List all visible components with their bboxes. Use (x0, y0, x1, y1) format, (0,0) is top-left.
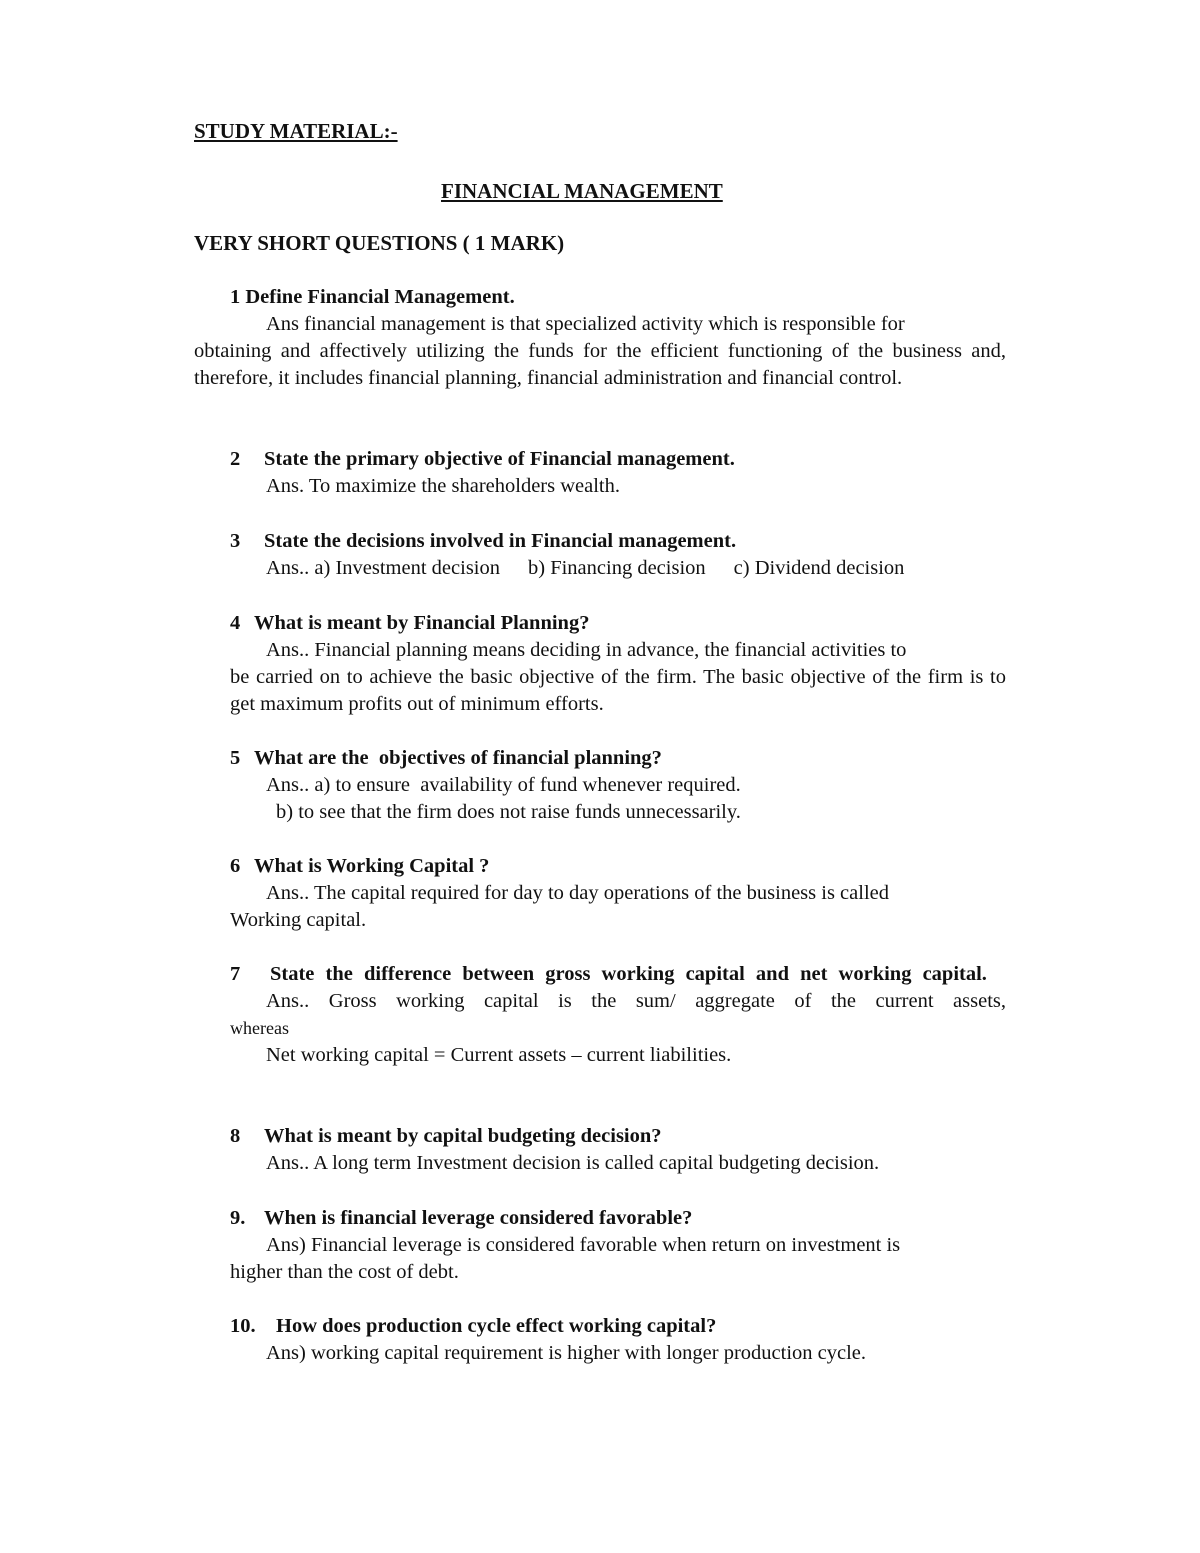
question-text: What is meant by capital budgeting decision? (264, 1125, 662, 1147)
answer-7 (230, 988, 1006, 1069)
question-4 (230, 610, 1006, 637)
question-number: 5 (230, 747, 241, 769)
answer-line: Ans financial management is that specialized activity which is responsible for (266, 313, 905, 335)
study-material-heading: STUDY MATERIAL:- (194, 119, 398, 143)
question-2 (230, 446, 1006, 473)
answer-4 (230, 637, 1006, 718)
question-9 (230, 1205, 1006, 1232)
answer-text: Ans.. A long term Investment decision is called capital budgeting decision. (266, 1152, 880, 1174)
question-number: 9. (230, 1207, 246, 1229)
question-text: How does production cycle effect working capital? (276, 1315, 717, 1337)
question-number: 10. (230, 1315, 256, 1337)
answer-6 (230, 880, 1006, 934)
question-6 (230, 853, 1006, 880)
question-block-10 (230, 1313, 1006, 1367)
answer-2 (230, 473, 1006, 500)
question-number: 1 (230, 286, 241, 308)
answer-1 (194, 311, 1006, 392)
question-number: 6 (230, 855, 241, 877)
answer-text: whereas (230, 1018, 289, 1038)
answer-line: b) to see that the firm does not raise funds unnecessarily. (276, 801, 741, 823)
answer-line: Ans.. Financial planning means deciding in advance, the financial activities to (266, 639, 907, 661)
question-10 (230, 1313, 1006, 1340)
question-number: 3 (230, 530, 241, 552)
answer-8 (230, 1150, 1006, 1177)
answer-10 (230, 1340, 1006, 1367)
answer-formula: Net working capital = Current assets – current liabilities. (266, 1044, 732, 1066)
question-number: 7 (230, 963, 241, 985)
question-text: Define Financial Management. (245, 286, 515, 308)
answer-text: higher than the cost of debt. (230, 1261, 459, 1283)
answer-text: Working capital. (230, 909, 367, 931)
question-8 (230, 1123, 1006, 1150)
question-block-2 (230, 446, 1006, 500)
answer-text: Ans) working capital requirement is higher with longer production cycle. (266, 1342, 867, 1364)
question-block-1 (194, 284, 1006, 392)
question-text: State the primary objective of Financial management. (264, 448, 735, 470)
answer-line: Ans.. The capital required for day to day operations of the business is called (266, 882, 889, 904)
answer-9 (230, 1232, 1006, 1286)
answer-5 (230, 772, 1006, 826)
question-text: What is Working Capital ? (254, 855, 490, 877)
answer-line: Ans) Financial leverage is considered favorable when return on investment is (266, 1234, 901, 1256)
question-block-6 (230, 853, 1006, 934)
question-1 (230, 284, 1006, 311)
question-block-5 (230, 745, 1006, 826)
question-text: When is financial leverage considered favorable? (264, 1207, 693, 1229)
question-text: State the decisions involved in Financial management. (264, 530, 737, 552)
question-7 (230, 961, 1006, 988)
answer-text: be carried on to achieve the basic objective of the firm. The basic objective of the firm is to get maximum profits out of minimum efforts. (230, 666, 1006, 715)
question-block-8 (230, 1123, 1006, 1177)
question-text: What are the objectives of financial planning? (254, 747, 662, 769)
answer-option-c: c) Dividend decision (733, 557, 905, 579)
question-number: 4 (230, 612, 241, 634)
answer-option-b: b) Financing decision (528, 557, 706, 579)
question-number: 8 (230, 1125, 241, 1147)
question-3 (230, 528, 1006, 555)
question-5 (230, 745, 1006, 772)
question-block-7 (230, 961, 1006, 1069)
subject-title: FINANCIAL MANAGEMENT (441, 179, 723, 203)
answer-text: obtaining and affectively utilizing the funds for the efficient functioning of the business and, therefore, it includes financial planning, financial administration and financial control. (194, 340, 1006, 389)
answer-line: Ans.. Gross working capital is the sum/ aggregate of the current assets, (266, 990, 1006, 1012)
answer-text: Ans. To maximize the shareholders wealth. (266, 475, 620, 497)
question-block-4 (230, 610, 1006, 718)
section-title: VERY SHORT QUESTIONS ( 1 MARK) (194, 231, 565, 255)
question-text: State the difference between gross working capital and net working capital. (270, 963, 987, 985)
question-block-9 (230, 1205, 1006, 1286)
question-number: 2 (230, 448, 241, 470)
question-text: What is meant by Financial Planning? (254, 612, 590, 634)
answer-line: Ans.. a) to ensure availability of fund whenever required. (266, 774, 741, 796)
answer-option-a: Ans.. a) Investment decision (266, 557, 500, 579)
question-block-3 (230, 528, 1006, 582)
answer-3 (230, 555, 1006, 582)
